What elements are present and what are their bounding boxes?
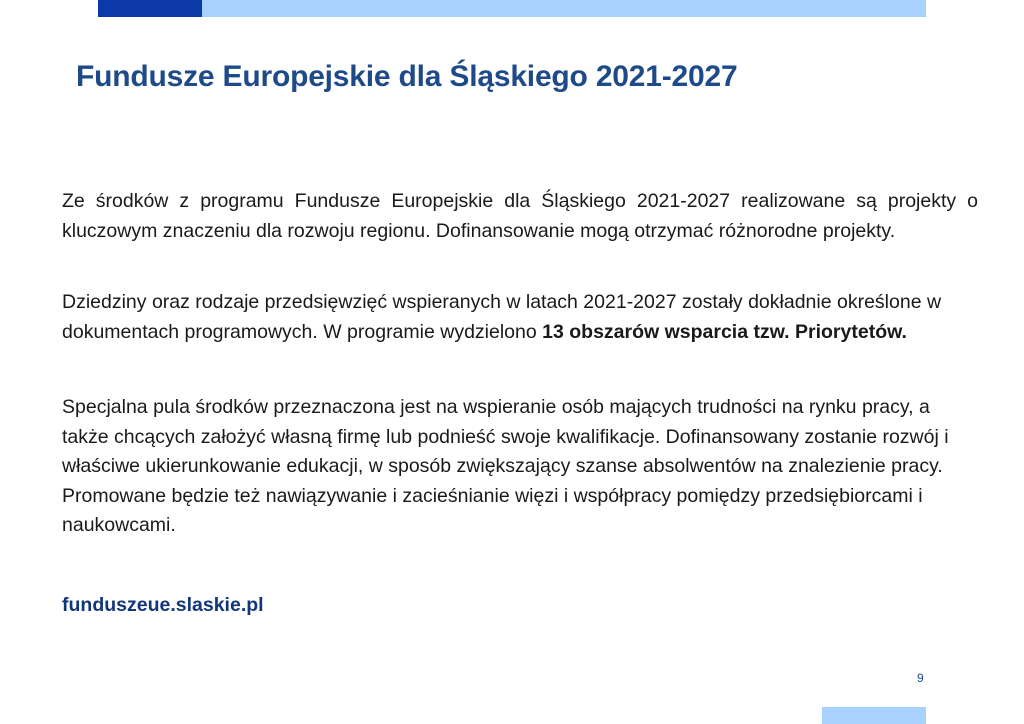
paragraph-special-pool: Specjalna pula środków przeznaczona jest na wspieranie osób mających trudności na rynku pracy, a także chcących założyć własną firmę lub podnieść swoje kwalifikacje. Dofinansowany zostanie rozwój i właściwe ukierunkowanie edukacji, w sposób zwiększający szanse absolwentów na znalezienie pracy. Promowane będzie też nawiązywanie i zacieśnianie więzi i współpracy pomiędzy przedsiębiorcami i naukowcami. [62,396,949,536]
paragraph-priorities-text: Dziedziny oraz rodzaje przedsięwzięć wspieranych w latach 2021-2027 zostały dokładnie określone w dokumentach programowych. W programie wydzielono [62,291,942,343]
priorities-highlight: 13 obszarów wsparcia tzw. Priorytetów. [542,320,907,343]
paragraph-priorities [62,288,978,347]
page-title: Fundusze Europejskie dla Śląskiego 2021-2027 [76,60,738,93]
page-number: 9 [917,671,924,685]
top-accent-bar-light [202,0,926,17]
top-accent-bar-dark [98,0,202,17]
bottom-accent-bar [822,707,926,724]
paragraph-intro: Ze środków z programu Fundusze Europejskie dla Śląskiego 2021-2027 realizowane są projekty o kluczowym znaczeniu dla rozwoju regionu. Dofinansowanie mogą otrzymać różnorodne projekty. [62,190,978,242]
website-link[interactable]: funduszeue.slaskie.pl [62,594,264,616]
